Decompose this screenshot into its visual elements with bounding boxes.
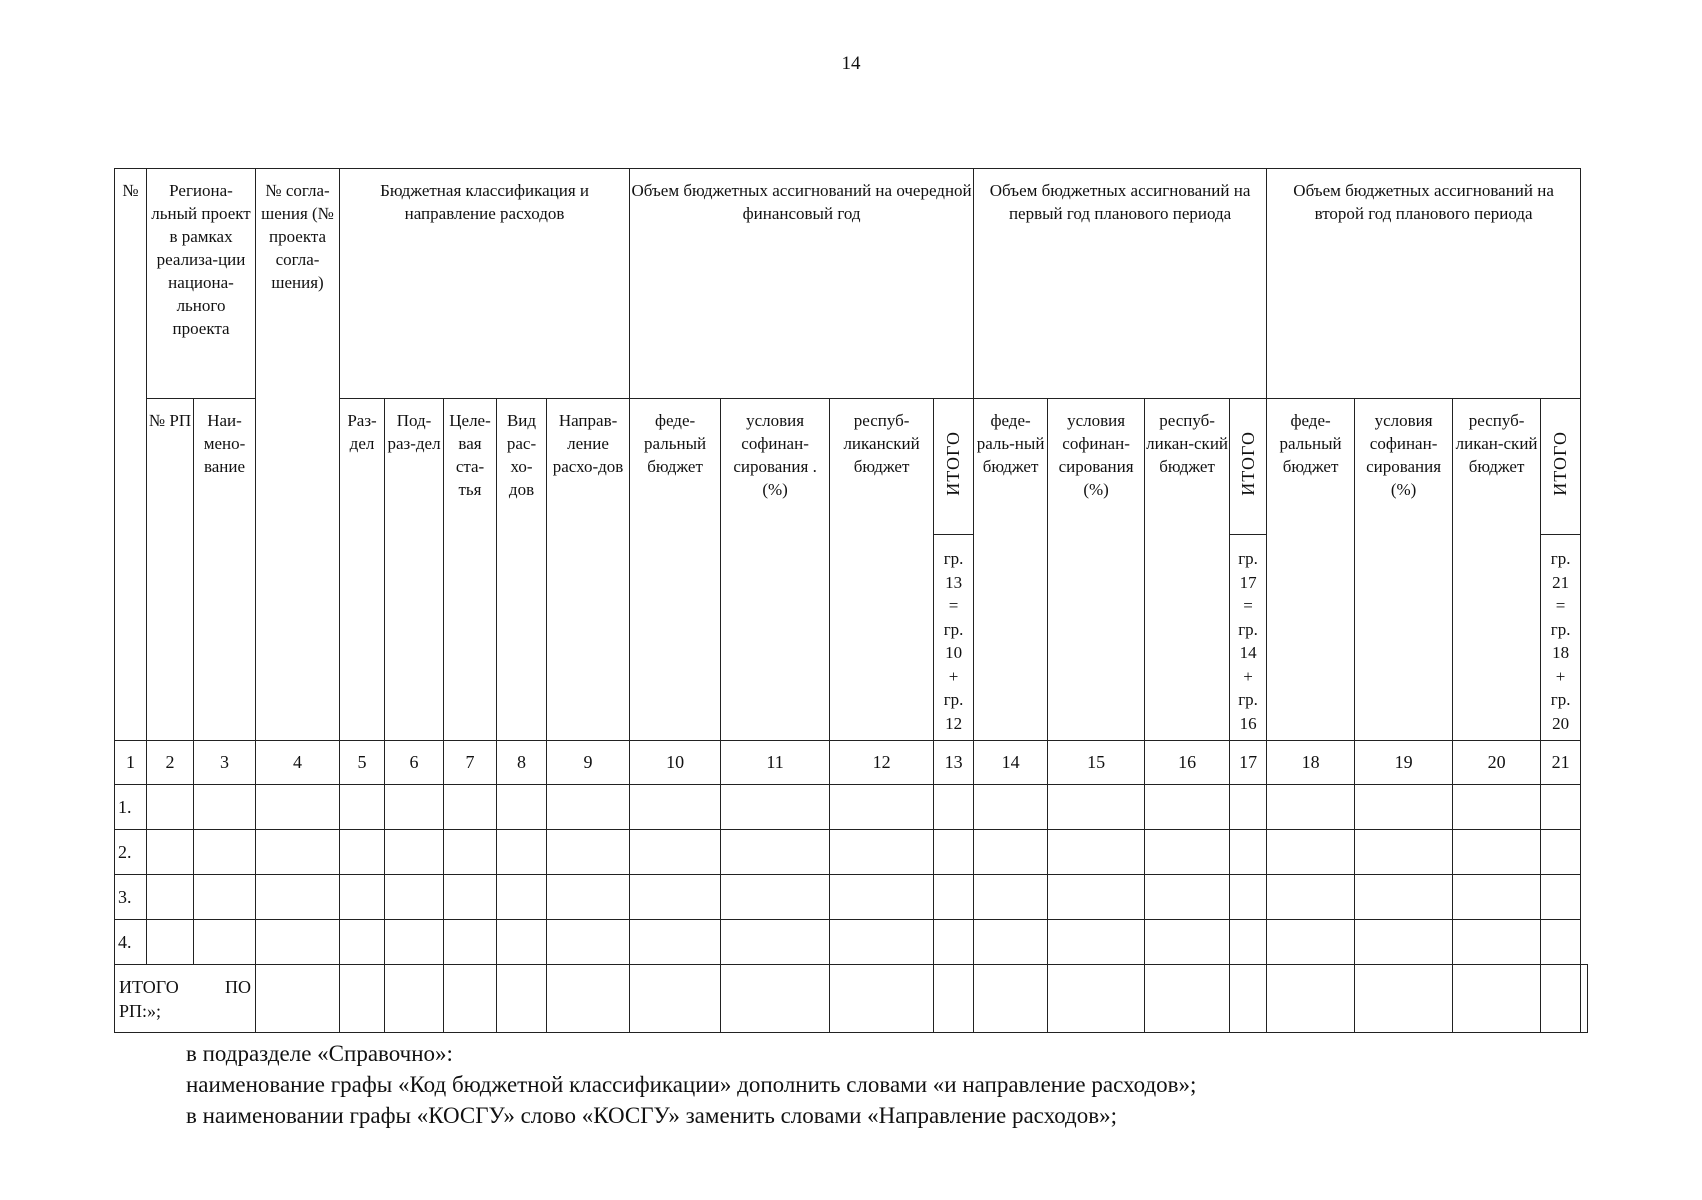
header-itogo-3 — [1541, 399, 1581, 535]
itogo-label-3: ИТОГО — [1550, 431, 1571, 496]
column-number: 14 — [974, 741, 1048, 785]
column-number: 9 — [547, 741, 630, 785]
header-itogo-1 — [934, 399, 974, 535]
header-cofinancing-3: условия софинан-сирования (%) — [1355, 399, 1453, 741]
header-volume-current-year: Объем бюджетных ассигнований на очередной финансовый год — [630, 169, 974, 399]
row-number: 4. — [115, 920, 147, 965]
header-itogo-2 — [1230, 399, 1267, 535]
column-number: 21 — [1541, 741, 1581, 785]
header-republic-budget-1: респуб-ликанский бюджет — [830, 399, 934, 741]
header-republic-budget-2: респуб-ликан-ский бюджет — [1145, 399, 1230, 741]
paragraph: наименование графы «Код бюджетной классификации» дополнить словами «и направление расходов»; — [186, 1072, 1197, 1097]
budget-allocation-table — [114, 168, 1588, 1033]
header-razdel: Раз-дел — [340, 399, 385, 741]
header-federal-budget-2: феде-раль-ный бюджет — [974, 399, 1048, 741]
header-republic-budget-3: респуб-ликан-ский бюджет — [1453, 399, 1541, 741]
header-regional-project: Региона-льный проект в рамках реализа-ции национа-льного проекта — [147, 169, 256, 399]
formula-col-13: гр. 13 = гр. 10 + гр. 12 — [934, 535, 974, 741]
column-number: 11 — [721, 741, 830, 785]
column-number: 10 — [630, 741, 721, 785]
table-row — [115, 875, 1588, 920]
column-number: 6 — [385, 741, 444, 785]
header-rp-name: Наи-мено-вание — [194, 399, 256, 741]
itogo-label-1: ИТОГО — [943, 431, 964, 496]
header-target-article: Целе-вая ста-тья — [444, 399, 497, 741]
column-number: 16 — [1145, 741, 1230, 785]
formula-col-17: гр. 17 = гр. 14 + гр. 16 — [1230, 535, 1267, 741]
column-number: 5 — [340, 741, 385, 785]
header-no: № — [115, 169, 147, 741]
paragraph: в подразделе «Справочно»: — [186, 1041, 453, 1066]
header-rp-no: № РП — [147, 399, 194, 741]
column-number: 19 — [1355, 741, 1453, 785]
header-cofinancing-1: условия софинан-сирования . (%) — [721, 399, 830, 741]
formula-col-21: гр. 21 = гр. 18 + гр. 20 — [1541, 535, 1581, 741]
total-label: ИТОГО ПО РП:»; — [115, 965, 256, 1033]
column-number: 1 — [115, 741, 147, 785]
column-number: 4 — [256, 741, 340, 785]
page-number: 14 — [841, 53, 861, 74]
total-row — [115, 965, 1588, 1033]
header-cofinancing-2: условия софинан-сирования (%) — [1048, 399, 1145, 741]
column-number: 2 — [147, 741, 194, 785]
header-federal-budget-3: феде-ральный бюджет — [1267, 399, 1355, 741]
header-federal-budget-1: феде-ральный бюджет — [630, 399, 721, 741]
column-number: 8 — [497, 741, 547, 785]
table-row — [115, 920, 1588, 965]
column-number: 17 — [1230, 741, 1267, 785]
paragraph: в наименовании графы «КОСГУ» слово «КОСГУ» заменить словами «Направление расходов»; — [186, 1103, 1118, 1128]
row-number: 3. — [115, 875, 147, 920]
header-volume-first-plan-year: Объем бюджетных ассигнований на первый год планового периода — [974, 169, 1267, 399]
header-podrazdel: Под-раз-дел — [385, 399, 444, 741]
header-expense-direction: Направ-ление расхо-дов — [547, 399, 630, 741]
table-row — [115, 830, 1588, 875]
header-agreement: № согла-шения (№ проекта согла-шения) — [256, 169, 340, 741]
header-budget-classification: Бюджетная классификация и направление расходов — [340, 169, 630, 399]
column-number-row — [115, 741, 1588, 785]
body-text — [186, 1038, 1196, 1131]
column-number: 18 — [1267, 741, 1355, 785]
column-number: 13 — [934, 741, 974, 785]
column-number: 3 — [194, 741, 256, 785]
header-volume-second-plan-year: Объем бюджетных ассигнований на второй год планового периода — [1267, 169, 1581, 399]
header-expense-type: Вид рас-хо-дов — [497, 399, 547, 741]
row-number: 2. — [115, 830, 147, 875]
row-number: 1. — [115, 785, 147, 830]
itogo-label-2: ИТОГО — [1237, 431, 1258, 496]
column-number: 15 — [1048, 741, 1145, 785]
column-number: 7 — [444, 741, 497, 785]
column-number: 20 — [1453, 741, 1541, 785]
table-row — [115, 785, 1588, 830]
column-number: 12 — [830, 741, 934, 785]
